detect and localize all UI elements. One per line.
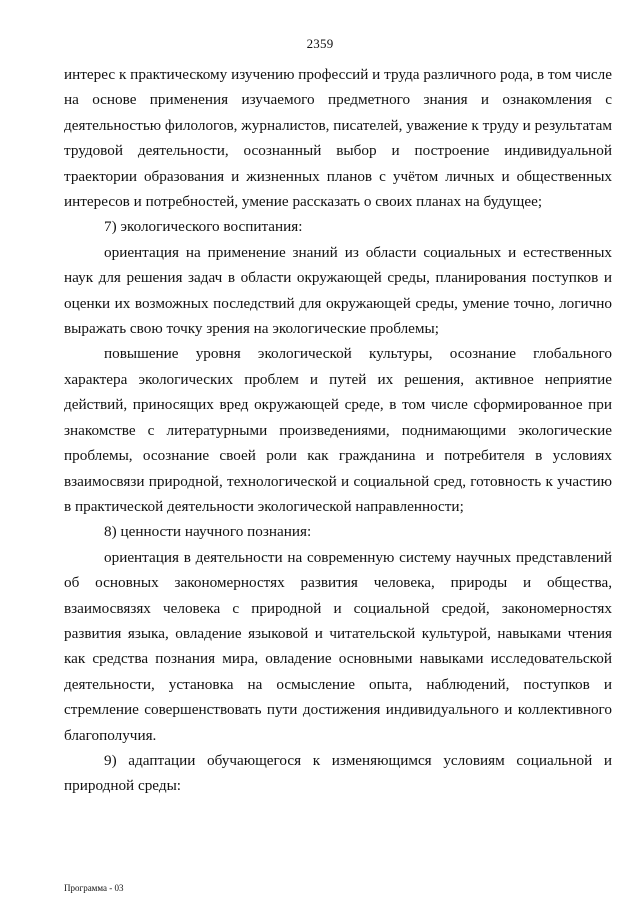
paragraph: ориентация на применение знаний из области социальных и естественных наук для решения задач в области окружающей среды, планирования поступков и оценки их возможных последствий для окружающей среды, умение точно, логично выражать свою точку зрения на экологические проблемы; (64, 243, 612, 338)
document-body (64, 62, 612, 799)
paragraph: повышение уровня экологической культуры, осознание глобального характера экологических проблем и путей их решения, активное неприятие действий, приносящих вред окружающей среде, в том числе сформированное при знакомстве с литературными произведениями, поднимающими экологические проблемы, осознание своей роли как гражданина и потребителя в условиях взаимосвязи природной, технологической и социальной сред, готовность к участию в практической деятельности экологической направленности; (64, 345, 612, 515)
paragraph-continuation: интерес к практическому изучению профессий и труда различного рода, в том числе на основе применения изучаемого предметного знания и ознакомления с деятельностью филологов, журналистов, писателей, уважение к труду и результатам трудовой деятельности, осознанный выбор и построение индивидуальной траектории образования и жизненных планов с учётом личных и общественных интересов и потребностей, умение рассказать о своих планах на будущее; (64, 66, 612, 211)
paragraph: ориентация в деятельности на современную систему научных представлений об основных закономерностях развития человека, природы и общества, взаимосвязях человека с природной и социальной средой, закономерностях развития языка, овладение языковой и читательской культурой, навыками чтения как средства познания мира, овладение основными навыками исследовательской деятельности, установка на осмысление опыта, наблюдений, поступков и стремление совершенствовать пути достижения индивидуального и коллективного благополучия. (64, 548, 612, 744)
section-heading-adaptation: 9) адаптации обучающегося к изменяющимся условиям социальной и природной среды: (64, 751, 612, 795)
page-number: 2359 (306, 36, 334, 51)
section-heading-ecological: 7) экологического воспитания: (104, 218, 303, 236)
section-heading-scientific: 8) ценности научного познания: (104, 523, 312, 541)
footer-label: Программа - 03 (64, 883, 124, 893)
